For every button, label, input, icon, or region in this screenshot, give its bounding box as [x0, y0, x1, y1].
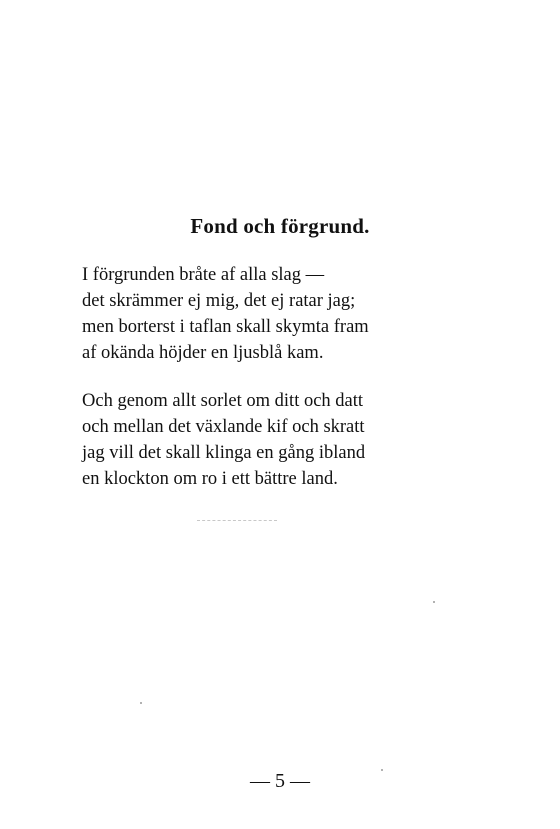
- page-number: — 5 —: [250, 770, 310, 792]
- poem-line: I förgrunden bråte af alla slag —: [82, 265, 325, 285]
- paper-speck: [140, 702, 142, 704]
- stanza-2: [82, 388, 502, 492]
- poem-title: Fond och förgrund.: [190, 214, 370, 238]
- poem-line: det skrämmer ej mig, det ej ratar jag;: [82, 291, 356, 311]
- faint-divider: [197, 520, 277, 521]
- poem-line: men borterst i taflan skall skymta fram: [82, 317, 369, 337]
- poem-line: Och genom allt sorlet om ditt och datt: [82, 391, 364, 411]
- stanza-1: [82, 262, 502, 366]
- poem-line: en klockton om ro i ett bättre land.: [82, 469, 338, 489]
- paper-speck: [433, 601, 435, 603]
- poem-line: af okända höjder en ljusblå kam.: [82, 343, 324, 363]
- poem-line: jag vill det skall klinga en gång ibland: [82, 443, 366, 463]
- poem-line: och mellan det växlande kif och skratt: [82, 417, 365, 437]
